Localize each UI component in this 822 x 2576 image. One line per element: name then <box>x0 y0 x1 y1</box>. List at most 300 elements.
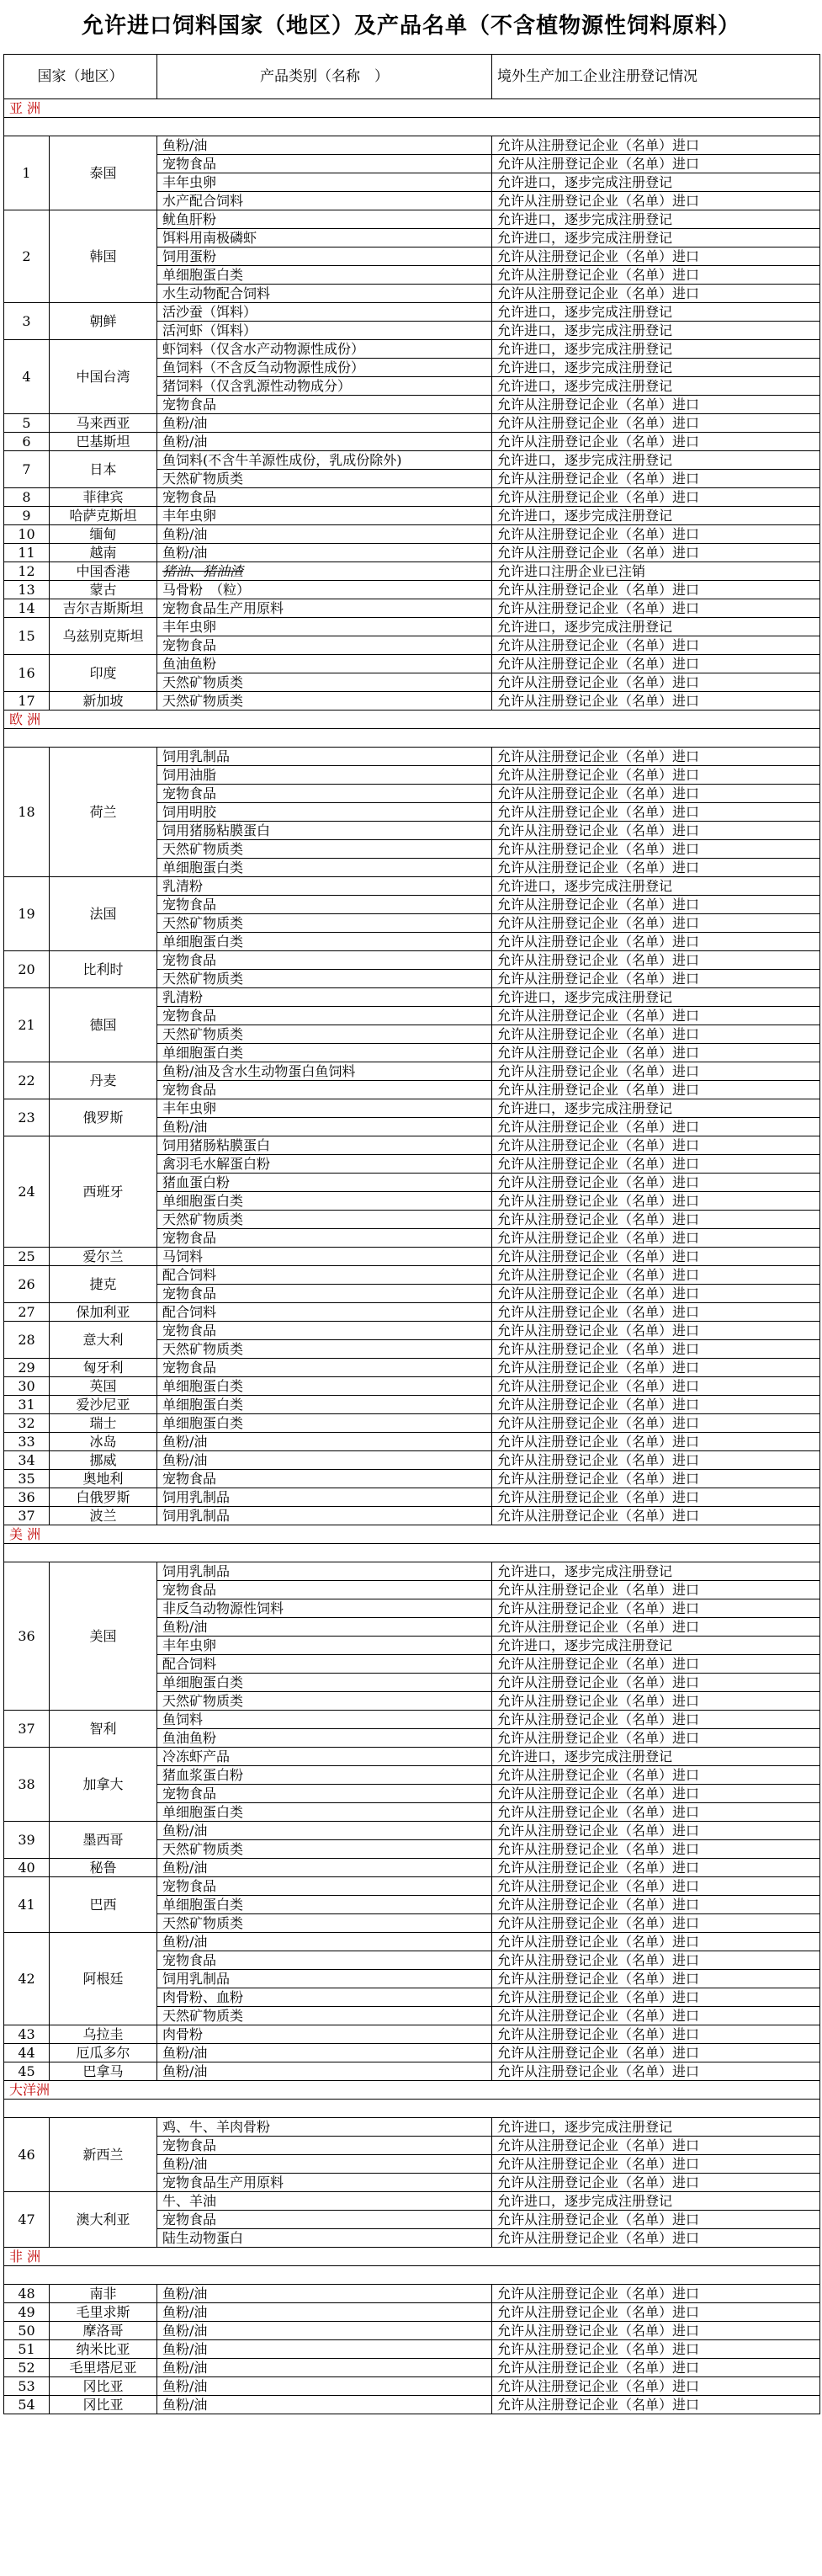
registration-status: 允许从注册登记企业（名单）进口 <box>492 1877 820 1896</box>
region-heading: 欧 洲 <box>4 711 820 729</box>
product-category: 宠物食品生产用原料 <box>157 2174 492 2192</box>
registration-status: 允许从注册登记企业（名单）进口 <box>492 155 820 173</box>
table-row <box>4 507 820 525</box>
country-number: 6 <box>4 433 50 451</box>
country-name: 匈牙利 <box>50 1359 157 1377</box>
product-category: 天然矿物质类 <box>157 1211 492 1229</box>
country-number: 8 <box>4 488 50 507</box>
country-name: 泰国 <box>50 136 157 210</box>
registration-status: 允许从注册登记企业（名单）进口 <box>492 859 820 877</box>
region-spacer-row <box>4 729 820 748</box>
country-number: 19 <box>4 877 50 951</box>
country-name: 摩洛哥 <box>50 2322 157 2340</box>
product-category: 鱼粉/油 <box>157 2062 492 2081</box>
registration-status: 允许从注册登记企业（名单）进口 <box>492 1470 820 1488</box>
registration-status: 允许从注册登记企业（名单）进口 <box>492 1062 820 1081</box>
country-number: 11 <box>4 544 50 562</box>
product-category: 天然矿物质类 <box>157 970 492 988</box>
region-spacer-row <box>4 118 820 136</box>
product-category: 鱼粉/油 <box>157 1118 492 1136</box>
page-title: 允许进口饲料国家（地区）及产品名单（不含植物源性饲料原料） <box>81 13 740 39</box>
product-category: 天然矿物质类 <box>157 2007 492 2025</box>
registration-status: 允许从注册登记企业（名单）进口 <box>492 2025 820 2044</box>
region-heading: 非 洲 <box>4 2248 820 2266</box>
table-row <box>4 2062 820 2081</box>
product-category: 乳清粉 <box>157 877 492 896</box>
registration-status: 允许从注册登记企业（名单）进口 <box>492 1081 820 1099</box>
registration-status: 允许从注册登记企业（名单）进口 <box>492 1896 820 1914</box>
product-category: 宠物食品 <box>157 1229 492 1248</box>
country-number: 43 <box>4 2025 50 2044</box>
table-row <box>4 1099 820 1118</box>
registration-status: 允许从注册登记企业（名单）进口 <box>492 1988 820 2007</box>
table-row <box>4 655 820 673</box>
registration-status: 允许从注册登记企业（名单）进口 <box>492 933 820 951</box>
country-name: 马来西亚 <box>50 414 157 433</box>
registration-status: 允许从注册登记企业（名单）进口 <box>492 1581 820 1599</box>
product-category: 天然矿物质类 <box>157 1692 492 1711</box>
registration-status: 允许从注册登记企业（名单）进口 <box>492 2044 820 2062</box>
country-name: 菲律宾 <box>50 488 157 507</box>
table-row <box>4 414 820 433</box>
registration-status: 允许从注册登记企业（名单）进口 <box>492 1692 820 1711</box>
product-category: 天然矿物质类 <box>157 673 492 692</box>
country-number: 48 <box>4 2285 50 2303</box>
table-row <box>4 1136 820 1155</box>
country-name: 印度 <box>50 655 157 692</box>
product-category: 鱼粉/油 <box>157 433 492 451</box>
product-category: 饲用乳制品 <box>157 1488 492 1507</box>
registration-status: 允许从注册登记企业（名单）进口 <box>492 488 820 507</box>
product-category: 牛、羊油 <box>157 2192 492 2211</box>
table-row <box>4 2359 820 2377</box>
registration-status: 允许从注册登记企业（名单）进口 <box>492 673 820 692</box>
table-row <box>4 2377 820 2396</box>
country-name: 巴西 <box>50 1877 157 1933</box>
registration-status: 允许从注册登记企业（名单）进口 <box>492 136 820 155</box>
registration-status: 允许从注册登记企业（名单）进口 <box>492 1488 820 1507</box>
header-status: 境外生产加工企业注册登记情况 <box>492 55 820 99</box>
country-number: 2 <box>4 210 50 303</box>
table-row <box>4 2025 820 2044</box>
country-number: 21 <box>4 988 50 1062</box>
table-row <box>4 1248 820 1266</box>
country-number: 23 <box>4 1099 50 1136</box>
region-heading: 美 洲 <box>4 1525 820 1544</box>
country-name: 美国 <box>50 1562 157 1711</box>
table-row <box>4 2044 820 2062</box>
table-row <box>4 1470 820 1488</box>
country-name: 越南 <box>50 544 157 562</box>
product-category: 鱼粉/油 <box>157 414 492 433</box>
registration-status: 允许从注册登记企业（名单）进口 <box>492 2340 820 2359</box>
registration-status: 允许从注册登记企业（名单）进口 <box>492 1674 820 1692</box>
product-category: 鱼粉/油 <box>157 2359 492 2377</box>
registration-status: 允许进口，逐步完成注册登记 <box>492 988 820 1007</box>
country-number: 42 <box>4 1933 50 2025</box>
region-spacer-row <box>4 2100 820 2118</box>
product-category: 丰年虫卵 <box>157 618 492 636</box>
product-category: 饲用猪肠粘膜蛋白 <box>157 1136 492 1155</box>
country-name: 奥地利 <box>50 1470 157 1488</box>
product-category: 丰年虫卵 <box>157 1099 492 1118</box>
product-category: 单细胞蛋白类 <box>157 1192 492 1211</box>
registration-status: 允许从注册登记企业（名单）进口 <box>492 1248 820 1266</box>
registration-status: 允许进口，逐步完成注册登记 <box>492 303 820 322</box>
country-number: 7 <box>4 451 50 488</box>
country-name: 英国 <box>50 1377 157 1396</box>
product-category: 鱼饲料 <box>157 1711 492 1729</box>
registration-status: 允许从注册登记企业（名单）进口 <box>492 2359 820 2377</box>
spacer-cell <box>4 2100 820 2118</box>
product-category: 活沙蚕（饵料） <box>157 303 492 322</box>
product-category: 鱼粉/油 <box>157 525 492 544</box>
country-name: 瑞士 <box>50 1414 157 1433</box>
registration-status: 允许从注册登记企业（名单）进口 <box>492 914 820 933</box>
country-number: 5 <box>4 414 50 433</box>
table-row <box>4 562 820 581</box>
registration-status: 允许进口，逐步完成注册登记 <box>492 1748 820 1766</box>
table-row <box>4 748 820 766</box>
product-category: 丰年虫卵 <box>157 1637 492 1655</box>
registration-status: 允许从注册登记企业（名单）进口 <box>492 748 820 766</box>
registration-status: 允许从注册登记企业（名单）进口 <box>492 2396 820 2414</box>
product-category: 宠物食品 <box>157 2137 492 2155</box>
registration-status: 允许从注册登记企业（名单）进口 <box>492 1174 820 1192</box>
registration-status: 允许从注册登记企业（名单）进口 <box>492 1377 820 1396</box>
table-row <box>4 1822 820 1840</box>
product-category: 陆生动物蛋白 <box>157 2229 492 2248</box>
product-category: 宠物食品 <box>157 1470 492 1488</box>
country-number: 3 <box>4 303 50 340</box>
product-category: 鱼粉/油 <box>157 136 492 155</box>
registration-status: 允许从注册登记企业（名单）进口 <box>492 1211 820 1229</box>
country-number: 54 <box>4 2396 50 2414</box>
country-number: 37 <box>4 1711 50 1748</box>
registration-status: 允许进口，逐步完成注册登记 <box>492 1099 820 1118</box>
registration-status: 允许从注册登记企业（名单）进口 <box>492 1229 820 1248</box>
registration-status: 允许从注册登记企业（名单）进口 <box>492 896 820 914</box>
region-row <box>4 2081 820 2100</box>
registration-status: 允许从注册登记企业（名单）进口 <box>492 785 820 803</box>
product-category: 宠物食品 <box>157 2211 492 2229</box>
country-name: 毛里求斯 <box>50 2303 157 2322</box>
registration-status: 允许从注册登记企业（名单）进口 <box>492 2062 820 2081</box>
table-row <box>4 1562 820 1581</box>
product-category: 丰年虫卵 <box>157 173 492 192</box>
product-category: 单细胞蛋白类 <box>157 933 492 951</box>
registration-status: 允许从注册登记企业（名单）进口 <box>492 470 820 488</box>
product-category: 马饲料 <box>157 1248 492 1266</box>
country-number: 49 <box>4 2303 50 2322</box>
country-number: 10 <box>4 525 50 544</box>
country-name: 白俄罗斯 <box>50 1488 157 1507</box>
registration-status: 允许进口，逐步完成注册登记 <box>492 359 820 377</box>
registration-status: 允许从注册登记企业（名单）进口 <box>492 1970 820 1988</box>
product-category: 饲用乳制品 <box>157 1507 492 1525</box>
country-number: 39 <box>4 1822 50 1859</box>
product-category: 饲用油脂 <box>157 766 492 785</box>
table-row <box>4 581 820 599</box>
table-row <box>4 988 820 1007</box>
header-row <box>4 55 820 99</box>
product-category: 配合饲料 <box>157 1655 492 1674</box>
table-row <box>4 1451 820 1470</box>
product-category: 饲用乳制品 <box>157 1562 492 1581</box>
table-row <box>4 1414 820 1433</box>
product-category: 宠物食品 <box>157 1877 492 1896</box>
product-category: 鱼粉/油 <box>157 1859 492 1877</box>
registration-status: 允许从注册登记企业（名单）进口 <box>492 1766 820 1785</box>
region-row <box>4 99 820 118</box>
product-category: 单细胞蛋白类 <box>157 1377 492 1396</box>
country-number: 16 <box>4 655 50 692</box>
country-name: 法国 <box>50 877 157 951</box>
registration-status: 允许从注册登记企业（名单）进口 <box>492 1933 820 1951</box>
country-name: 冰岛 <box>50 1433 157 1451</box>
product-category: 禽羽毛水解蛋白粉 <box>157 1155 492 1174</box>
country-number: 22 <box>4 1062 50 1099</box>
product-category: 饲用明胶 <box>157 803 492 822</box>
product-category: 肉骨粉 <box>157 2025 492 2044</box>
table-row <box>4 1377 820 1396</box>
product-category: 天然矿物质类 <box>157 692 492 711</box>
product-category: 鱼粉/油 <box>157 2044 492 2062</box>
registration-status: 允许从注册登记企业（名单）进口 <box>492 1859 820 1877</box>
registration-status: 允许从注册登记企业（名单）进口 <box>492 1155 820 1174</box>
country-name: 厄瓜多尔 <box>50 2044 157 2062</box>
country-name: 纳米比亚 <box>50 2340 157 2359</box>
country-name: 乌兹别克斯坦 <box>50 618 157 655</box>
product-category: 单细胞蛋白类 <box>157 266 492 285</box>
registration-status: 允许进口，逐步完成注册登记 <box>492 173 820 192</box>
country-name: 新加坡 <box>50 692 157 711</box>
country-product-table <box>3 54 820 2414</box>
product-category: 单细胞蛋白类 <box>157 1396 492 1414</box>
registration-status: 允许从注册登记企业（名单）进口 <box>492 1599 820 1618</box>
country-number: 15 <box>4 618 50 655</box>
registration-status: 允许从注册登记企业（名单）进口 <box>492 1007 820 1025</box>
country-name: 澳大利亚 <box>50 2192 157 2248</box>
region-row <box>4 1525 820 1544</box>
registration-status: 允许从注册登记企业（名单）进口 <box>492 2303 820 2322</box>
product-category: 饲用猪肠粘膜蛋白 <box>157 822 492 840</box>
product-category: 鱼粉/油 <box>157 2340 492 2359</box>
region-heading: 亚 洲 <box>4 99 820 118</box>
product-category: 鱼饲料(不含牛羊源性成份，乳成份除外) <box>157 451 492 470</box>
registration-status: 允许从注册登记企业（名单）进口 <box>492 2155 820 2174</box>
product-category: 宠物食品 <box>157 1007 492 1025</box>
country-name: 日本 <box>50 451 157 488</box>
table-row <box>4 433 820 451</box>
product-category: 猪血蛋白粉 <box>157 1174 492 1192</box>
country-name: 冈比亚 <box>50 2396 157 2414</box>
registration-status: 允许从注册登记企业（名单）进口 <box>492 840 820 859</box>
country-number: 35 <box>4 1470 50 1488</box>
country-number: 9 <box>4 507 50 525</box>
table-row <box>4 136 820 155</box>
country-name: 挪威 <box>50 1451 157 1470</box>
country-name: 丹麦 <box>50 1062 157 1099</box>
country-number: 52 <box>4 2359 50 2377</box>
registration-status: 允许从注册登记企业（名单）进口 <box>492 1303 820 1322</box>
registration-status: 允许进口注册企业已注销 <box>492 562 820 581</box>
country-number: 32 <box>4 1414 50 1433</box>
table-row <box>4 451 820 470</box>
product-category: 鱼粉/油 <box>157 1618 492 1637</box>
product-category: 丰年虫卵 <box>157 507 492 525</box>
product-category: 鱼粉/油 <box>157 1433 492 1451</box>
country-number: 17 <box>4 692 50 711</box>
product-category: 马骨粉 （粒） <box>157 581 492 599</box>
product-category: 宠物食品 <box>157 1322 492 1340</box>
country-number: 51 <box>4 2340 50 2359</box>
registration-status: 允许从注册登记企业（名单）进口 <box>492 1914 820 1933</box>
country-name: 保加利亚 <box>50 1303 157 1322</box>
product-category: 配合饲料 <box>157 1303 492 1322</box>
product-category: 鱼粉/油 <box>157 2377 492 2396</box>
product-category: 宠物食品 <box>157 1785 492 1803</box>
registration-status: 允许从注册登记企业（名单）进口 <box>492 285 820 303</box>
table-row <box>4 1359 820 1377</box>
registration-status: 允许从注册登记企业（名单）进口 <box>492 525 820 544</box>
table-row <box>4 692 820 711</box>
country-name: 吉尔吉斯斯坦 <box>50 599 157 618</box>
registration-status: 允许从注册登记企业（名单）进口 <box>492 1118 820 1136</box>
product-category: 鱼粉/油 <box>157 2396 492 2414</box>
spacer-cell <box>4 2266 820 2285</box>
country-name: 南非 <box>50 2285 157 2303</box>
registration-status: 允许从注册登记企业（名单）进口 <box>492 414 820 433</box>
product-category: 猪油、猪油渣 <box>157 562 492 581</box>
product-category: 乳清粉 <box>157 988 492 1007</box>
registration-status: 允许进口，逐步完成注册登记 <box>492 2192 820 2211</box>
country-name: 中国台湾 <box>50 340 157 414</box>
product-category: 饲用乳制品 <box>157 1970 492 1988</box>
registration-status: 允许从注册登记企业（名单）进口 <box>492 1396 820 1414</box>
table-row <box>4 2303 820 2322</box>
product-category: 虾饲料（仅含水产动物源性成份） <box>157 340 492 359</box>
registration-status: 允许从注册登记企业（名单）进口 <box>492 1192 820 1211</box>
table-row <box>4 2396 820 2414</box>
country-number: 40 <box>4 1859 50 1877</box>
product-category: 天然矿物质类 <box>157 1914 492 1933</box>
product-category: 宠物食品 <box>157 1359 492 1377</box>
header-country: 国家（地区） <box>4 55 157 99</box>
table-row <box>4 599 820 618</box>
registration-status: 允许进口，逐步完成注册登记 <box>492 1562 820 1581</box>
product-category: 水产配合饲料 <box>157 192 492 210</box>
country-name: 朝鲜 <box>50 303 157 340</box>
product-category: 鱼粉/油及含水生动物蛋白鱼饲料 <box>157 1062 492 1081</box>
registration-status: 允许从注册登记企业（名单）进口 <box>492 433 820 451</box>
country-number: 20 <box>4 951 50 988</box>
country-name: 乌拉圭 <box>50 2025 157 2044</box>
country-name: 中国香港 <box>50 562 157 581</box>
country-number: 4 <box>4 340 50 414</box>
product-category: 天然矿物质类 <box>157 1840 492 1859</box>
product-category: 宠物食品 <box>157 1951 492 1970</box>
registration-status: 允许从注册登记企业（名单）进口 <box>492 544 820 562</box>
registration-status: 允许从注册登记企业（名单）进口 <box>492 1951 820 1970</box>
country-name: 俄罗斯 <box>50 1099 157 1136</box>
registration-status: 允许进口，逐步完成注册登记 <box>492 229 820 247</box>
country-name: 巴拿马 <box>50 2062 157 2081</box>
country-number: 45 <box>4 2062 50 2081</box>
table-row <box>4 2285 820 2303</box>
country-name: 智利 <box>50 1711 157 1748</box>
product-category: 非反刍动物源性饲料 <box>157 1599 492 1618</box>
product-category: 冷冻虾产品 <box>157 1748 492 1766</box>
registration-status: 允许从注册登记企业（名单）进口 <box>492 1655 820 1674</box>
country-number: 24 <box>4 1136 50 1248</box>
table-row <box>4 544 820 562</box>
country-name: 缅甸 <box>50 525 157 544</box>
registration-status: 允许进口，逐步完成注册登记 <box>492 2118 820 2137</box>
country-name: 蒙古 <box>50 581 157 599</box>
registration-status: 允许从注册登记企业（名单）进口 <box>492 1340 820 1359</box>
registration-status: 允许从注册登记企业（名单）进口 <box>492 1414 820 1433</box>
product-category: 宠物食品 <box>157 1581 492 1599</box>
registration-status: 允许进口，逐步完成注册登记 <box>492 322 820 340</box>
country-number: 33 <box>4 1433 50 1451</box>
product-category: 鱼粉/油 <box>157 1933 492 1951</box>
registration-status: 允许从注册登记企业（名单）进口 <box>492 599 820 618</box>
spacer-cell <box>4 118 820 136</box>
registration-status: 允许从注册登记企业（名单）进口 <box>492 1618 820 1637</box>
product-category: 单细胞蛋白类 <box>157 1674 492 1692</box>
country-number: 1 <box>4 136 50 210</box>
registration-status: 允许进口，逐步完成注册登记 <box>492 507 820 525</box>
region-row <box>4 711 820 729</box>
product-category: 饵料用南极磷虾 <box>157 229 492 247</box>
table-row <box>4 2340 820 2359</box>
product-category: 肉骨粉、血粉 <box>157 1988 492 2007</box>
table-row <box>4 1711 820 1729</box>
registration-status: 允许从注册登记企业（名单）进口 <box>492 581 820 599</box>
registration-status: 允许从注册登记企业（名单）进口 <box>492 1451 820 1470</box>
country-name: 秘鲁 <box>50 1859 157 1877</box>
product-category: 鱼粉/油 <box>157 2303 492 2322</box>
country-number: 44 <box>4 2044 50 2062</box>
registration-status: 允许从注册登记企业（名单）进口 <box>492 2322 820 2340</box>
registration-status: 允许从注册登记企业（名单）进口 <box>492 822 820 840</box>
registration-status: 允许从注册登记企业（名单）进口 <box>492 1822 820 1840</box>
product-category: 天然矿物质类 <box>157 914 492 933</box>
product-category: 配合饲料 <box>157 1266 492 1285</box>
product-category: 宠物食品 <box>157 488 492 507</box>
country-name: 爱沙尼亚 <box>50 1396 157 1414</box>
table-row <box>4 877 820 896</box>
table-row <box>4 2118 820 2137</box>
product-category: 水生动物配合饲料 <box>157 285 492 303</box>
country-number: 31 <box>4 1396 50 1414</box>
table-row <box>4 1322 820 1340</box>
country-number: 14 <box>4 599 50 618</box>
country-name: 阿根廷 <box>50 1933 157 2025</box>
region-row <box>4 2248 820 2266</box>
product-category: 单细胞蛋白类 <box>157 1044 492 1062</box>
product-category: 宠物食品 <box>157 1285 492 1303</box>
table-row <box>4 303 820 322</box>
country-number: 29 <box>4 1359 50 1377</box>
registration-status: 允许从注册登记企业（名单）进口 <box>492 1044 820 1062</box>
table-row <box>4 1877 820 1896</box>
table-row <box>4 1507 820 1525</box>
country-name: 巴基斯坦 <box>50 433 157 451</box>
country-number: 37 <box>4 1507 50 1525</box>
country-number: 46 <box>4 2118 50 2192</box>
